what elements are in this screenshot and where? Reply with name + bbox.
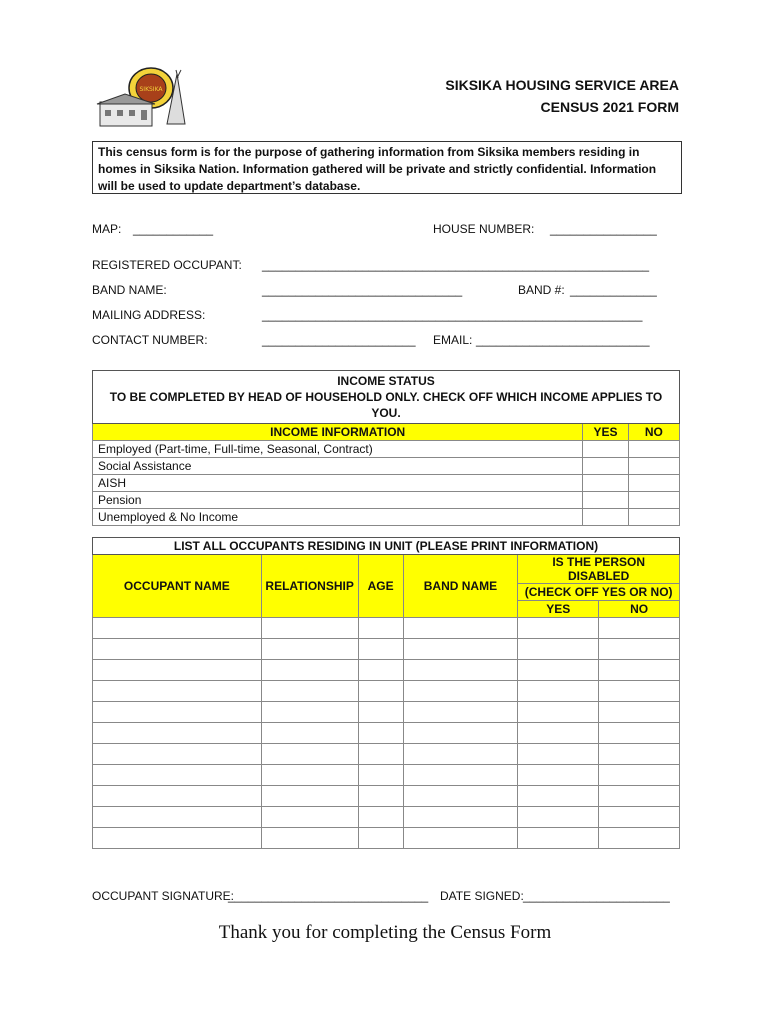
disabled-yes-cell[interactable] bbox=[518, 723, 599, 744]
age-cell[interactable] bbox=[358, 807, 403, 828]
income-no-cell[interactable] bbox=[628, 509, 679, 526]
occupant-name-cell[interactable] bbox=[93, 744, 262, 765]
disabled-header-line-1: IS THE PERSON DISABLED bbox=[518, 555, 680, 584]
band-name-cell[interactable] bbox=[403, 660, 518, 681]
relationship-cell[interactable] bbox=[261, 660, 358, 681]
registered-occupant-label: REGISTERED OCCUPANT: bbox=[92, 258, 242, 272]
disabled-yes-cell[interactable] bbox=[518, 702, 599, 723]
band-name-cell[interactable] bbox=[403, 807, 518, 828]
relationship-cell[interactable] bbox=[261, 639, 358, 660]
siksika-logo bbox=[95, 64, 195, 132]
band-number-field[interactable]: _____________ bbox=[570, 283, 657, 297]
occupant-row bbox=[93, 702, 680, 723]
occupant-row bbox=[93, 744, 680, 765]
disabled-no-cell[interactable] bbox=[599, 786, 680, 807]
occupant-row bbox=[93, 618, 680, 639]
relationship-cell[interactable] bbox=[261, 786, 358, 807]
age-cell[interactable] bbox=[358, 702, 403, 723]
disabled-yes-cell[interactable] bbox=[518, 618, 599, 639]
disabled-yes-cell[interactable] bbox=[518, 765, 599, 786]
occupants-title: LIST ALL OCCUPANTS RESIDING IN UNIT (PLEASE PRINT INFORMATION) bbox=[93, 538, 680, 555]
income-row-label: Social Assistance bbox=[93, 458, 583, 475]
disabled-yes-cell[interactable] bbox=[518, 828, 599, 849]
band-name-cell[interactable] bbox=[403, 639, 518, 660]
disabled-no-cell[interactable] bbox=[599, 744, 680, 765]
house-number-label: HOUSE NUMBER: bbox=[433, 222, 535, 236]
age-cell[interactable] bbox=[358, 765, 403, 786]
occupant-name-cell[interactable] bbox=[93, 681, 262, 702]
age-cell[interactable] bbox=[358, 786, 403, 807]
map-label: MAP: bbox=[92, 222, 122, 236]
income-row-label: Pension bbox=[93, 492, 583, 509]
date-signed-field[interactable]: ______________________ bbox=[523, 889, 670, 903]
disabled-no-cell[interactable] bbox=[599, 660, 680, 681]
occupant-row bbox=[93, 639, 680, 660]
disabled-yes-header: YES bbox=[518, 601, 599, 618]
disabled-yes-cell[interactable] bbox=[518, 786, 599, 807]
band-name-cell[interactable] bbox=[403, 702, 518, 723]
income-no-cell[interactable] bbox=[628, 492, 679, 509]
disabled-no-cell[interactable] bbox=[599, 765, 680, 786]
age-cell[interactable] bbox=[358, 681, 403, 702]
title-line-1: SIKSIKA HOUSING SERVICE AREA bbox=[445, 77, 679, 93]
disabled-no-cell[interactable] bbox=[599, 639, 680, 660]
relationship-cell[interactable] bbox=[261, 744, 358, 765]
occupant-name-cell[interactable] bbox=[93, 807, 262, 828]
occupant-name-cell[interactable] bbox=[93, 765, 262, 786]
occupant-row bbox=[93, 807, 680, 828]
income-no-cell[interactable] bbox=[628, 475, 679, 492]
relationship-cell[interactable] bbox=[261, 681, 358, 702]
occupant-name-cell[interactable] bbox=[93, 828, 262, 849]
relationship-cell[interactable] bbox=[261, 702, 358, 723]
income-row-label: Unemployed & No Income bbox=[93, 509, 583, 526]
occupant-name-cell[interactable] bbox=[93, 660, 262, 681]
income-info-header: INCOME INFORMATION bbox=[93, 424, 583, 441]
thank-you-message: Thank you for completing the Census Form bbox=[218, 922, 552, 943]
disabled-no-cell[interactable] bbox=[599, 807, 680, 828]
email-field[interactable]: __________________________ bbox=[476, 333, 650, 347]
disabled-yes-cell[interactable] bbox=[518, 744, 599, 765]
disabled-no-header: NO bbox=[599, 601, 680, 618]
age-cell[interactable] bbox=[358, 660, 403, 681]
band-name-cell[interactable] bbox=[403, 723, 518, 744]
age-cell[interactable] bbox=[358, 828, 403, 849]
band-name-cell[interactable] bbox=[403, 681, 518, 702]
occupant-name-cell[interactable] bbox=[93, 618, 262, 639]
band-name-label: BAND NAME: bbox=[92, 283, 167, 297]
band-name-cell[interactable] bbox=[403, 786, 518, 807]
relationship-header: RELATIONSHIP bbox=[261, 555, 358, 618]
income-row bbox=[93, 458, 680, 475]
email-label: EMAIL: bbox=[433, 333, 473, 347]
form-title bbox=[445, 74, 679, 118]
income-table-header bbox=[93, 371, 680, 424]
house-number-field[interactable]: ________________ bbox=[550, 222, 657, 236]
disabled-no-cell[interactable] bbox=[599, 723, 680, 744]
band-name-cell[interactable] bbox=[403, 765, 518, 786]
band-name-cell[interactable] bbox=[403, 828, 518, 849]
occupant-row bbox=[93, 723, 680, 744]
band-number-label: BAND #: bbox=[518, 283, 565, 297]
age-cell[interactable] bbox=[358, 723, 403, 744]
registered-occupant-field[interactable]: __________________________________________________________ bbox=[262, 258, 650, 272]
income-status-table bbox=[92, 370, 680, 526]
occupant-row bbox=[93, 681, 680, 702]
occupant-row bbox=[93, 828, 680, 849]
disabled-header-line-2: (CHECK OFF YES OR NO) bbox=[518, 584, 680, 601]
title-line-2: CENSUS 2021 FORM bbox=[540, 99, 679, 115]
band-name-field[interactable]: ______________________________ bbox=[262, 283, 463, 297]
disabled-no-cell[interactable] bbox=[599, 618, 680, 639]
occupant-signature-field[interactable]: ______________________________ bbox=[228, 889, 429, 903]
occupant-row bbox=[93, 660, 680, 681]
relationship-cell[interactable] bbox=[261, 765, 358, 786]
income-subtitle: TO BE COMPLETED BY HEAD OF HOUSEHOLD ONLY. CHECK OFF WHICH INCOME APPLIES TO YOU. bbox=[109, 390, 663, 420]
income-row bbox=[93, 475, 680, 492]
income-yes-cell[interactable] bbox=[583, 509, 628, 526]
income-row bbox=[93, 492, 680, 509]
income-row bbox=[93, 441, 680, 458]
relationship-cell[interactable] bbox=[261, 807, 358, 828]
disabled-yes-cell[interactable] bbox=[518, 639, 599, 660]
income-row bbox=[93, 509, 680, 526]
mailing-address-field[interactable]: _________________________________________________________ bbox=[262, 308, 643, 322]
occupant-signature-label: OCCUPANT SIGNATURE: bbox=[92, 889, 235, 903]
contact-number-label: CONTACT NUMBER: bbox=[92, 333, 208, 347]
income-title: INCOME STATUS bbox=[337, 374, 435, 388]
income-yes-cell[interactable] bbox=[583, 475, 628, 492]
relationship-cell[interactable] bbox=[261, 828, 358, 849]
occupant-row bbox=[93, 786, 680, 807]
income-no-cell[interactable] bbox=[628, 441, 679, 458]
age-cell[interactable] bbox=[358, 744, 403, 765]
income-yes-header: YES bbox=[583, 424, 628, 441]
occupant-name-cell[interactable] bbox=[93, 723, 262, 744]
age-header: AGE bbox=[358, 555, 403, 618]
date-signed-label: DATE SIGNED: bbox=[440, 889, 524, 903]
income-row-label: Employed (Part-time, Full-time, Seasonal, Contract) bbox=[93, 441, 583, 458]
mailing-address-label: MAILING ADDRESS: bbox=[92, 308, 206, 322]
logo-text: SIKSIKA bbox=[139, 86, 163, 93]
occupant-name-cell[interactable] bbox=[93, 786, 262, 807]
occupants-table bbox=[92, 537, 680, 849]
disabled-yes-cell[interactable] bbox=[518, 660, 599, 681]
income-yes-cell[interactable] bbox=[583, 441, 628, 458]
map-field[interactable]: ____________ bbox=[133, 222, 214, 236]
disabled-no-cell[interactable] bbox=[599, 681, 680, 702]
income-row-label: AISH bbox=[93, 475, 583, 492]
income-yes-cell[interactable] bbox=[583, 492, 628, 509]
income-no-header: NO bbox=[628, 424, 679, 441]
relationship-cell[interactable] bbox=[261, 618, 358, 639]
occupant-name-cell[interactable] bbox=[93, 702, 262, 723]
disabled-no-cell[interactable] bbox=[599, 702, 680, 723]
income-yes-cell[interactable] bbox=[583, 458, 628, 475]
relationship-cell[interactable] bbox=[261, 723, 358, 744]
income-no-cell[interactable] bbox=[628, 458, 679, 475]
contact-number-field[interactable]: _______________________ bbox=[262, 333, 416, 347]
disabled-no-cell[interactable] bbox=[599, 828, 680, 849]
intro-box: This census form is for the purpose of gathering information from Siksika members residing in homes in Siksika Nation. Information gathered will be private and strictly confidential. Information will be used to update department’s database. bbox=[92, 141, 682, 194]
age-cell[interactable] bbox=[358, 618, 403, 639]
disabled-yes-cell[interactable] bbox=[518, 681, 599, 702]
occupant-name-header: OCCUPANT NAME bbox=[93, 555, 262, 618]
occupant-row bbox=[93, 765, 680, 786]
band-name-cell[interactable] bbox=[403, 618, 518, 639]
occupant-name-cell[interactable] bbox=[93, 639, 262, 660]
disabled-yes-cell[interactable] bbox=[518, 807, 599, 828]
age-cell[interactable] bbox=[358, 639, 403, 660]
band-name-header: BAND NAME bbox=[403, 555, 518, 618]
band-name-cell[interactable] bbox=[403, 744, 518, 765]
